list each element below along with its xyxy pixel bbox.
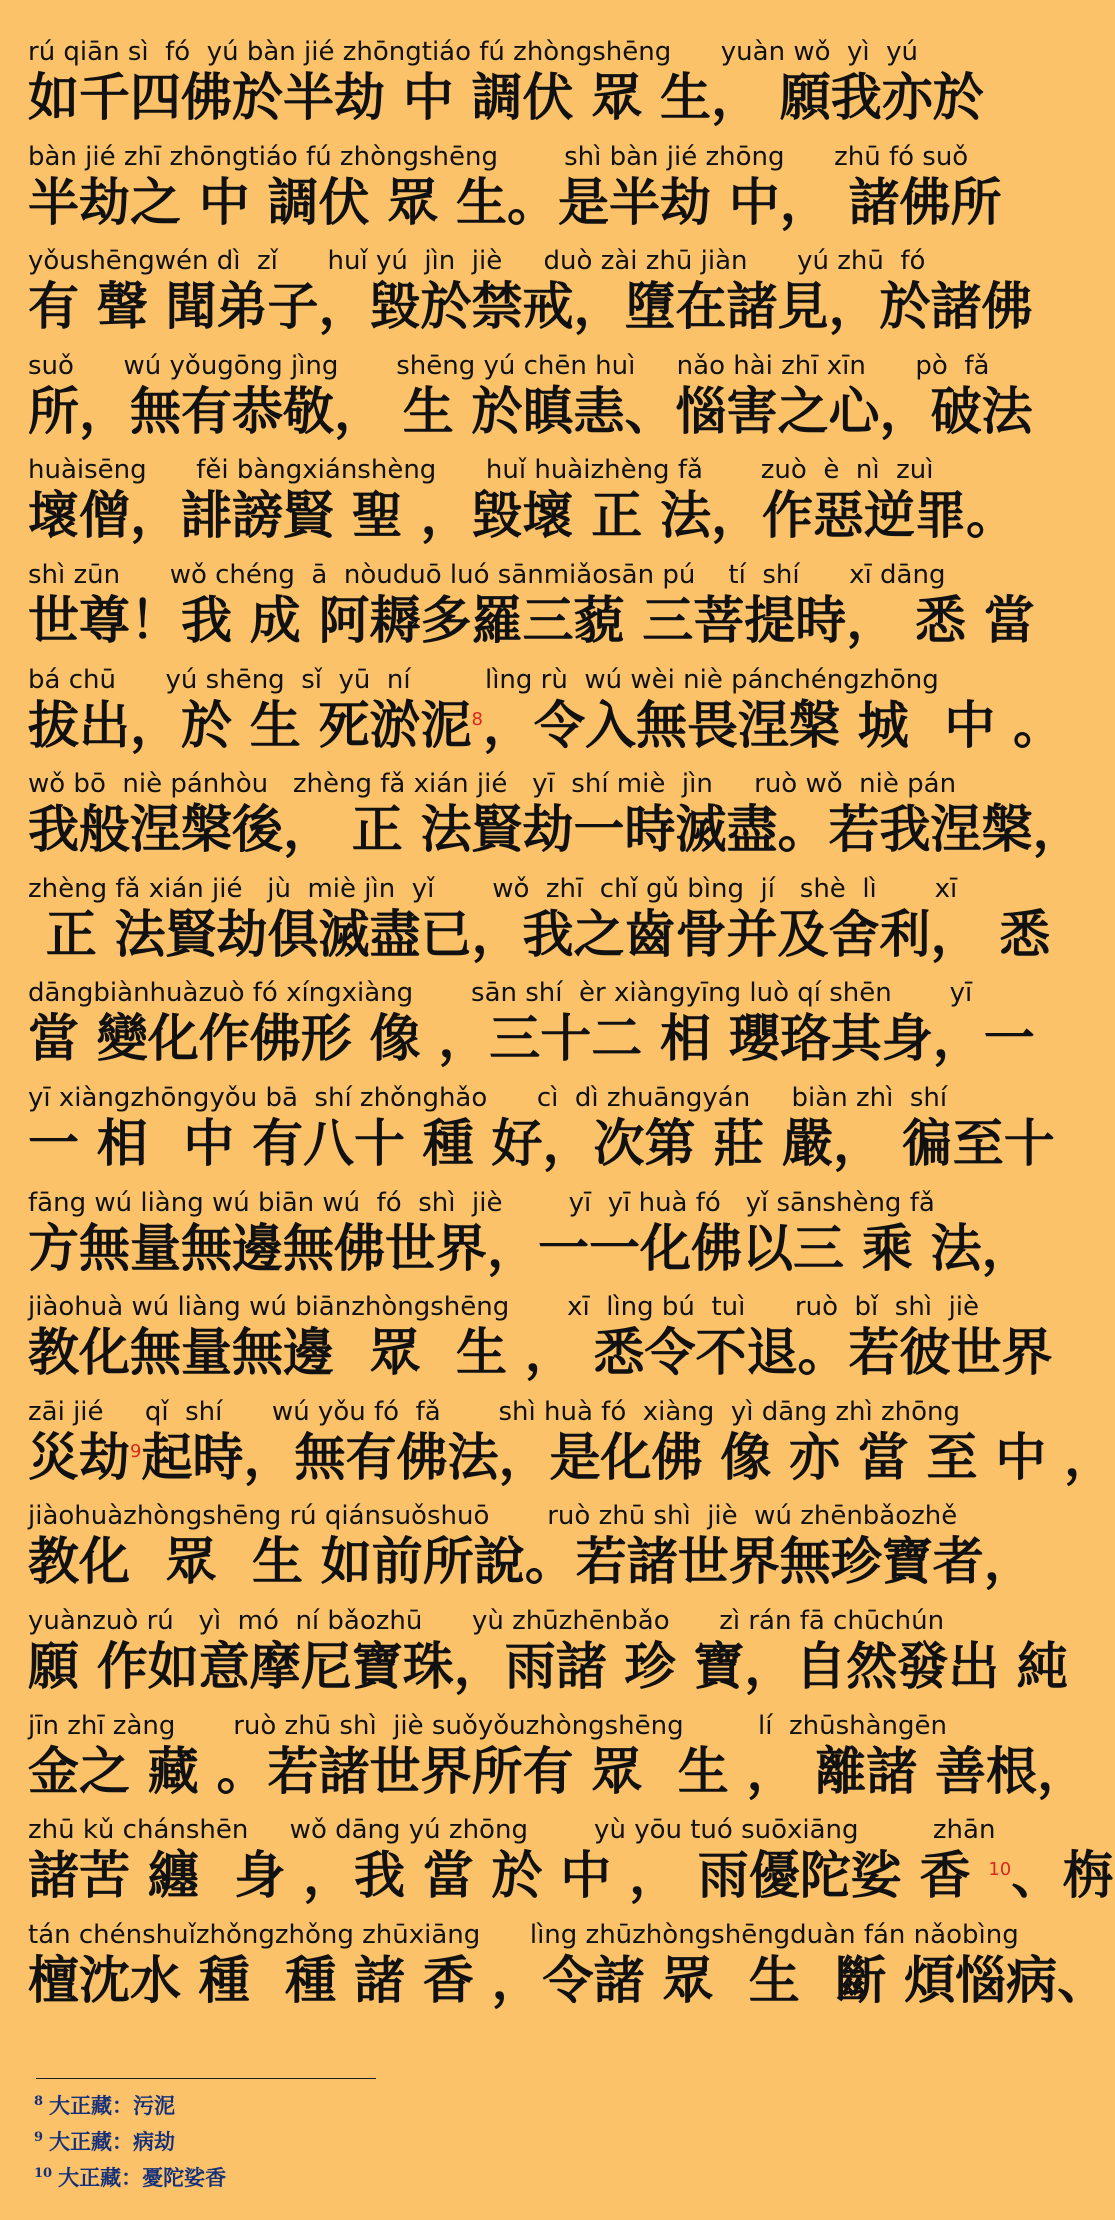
pinyin-line: fāng wú liàng wú biān wú fó shì jiè yī yī huà fó yǐ sānshèng fǎ (28, 1187, 935, 1218)
hanzi-line (28, 1532, 1052, 1596)
hanzi-line (28, 696, 1064, 760)
footnote-text: 大正藏：憂陀娑香 (58, 2165, 227, 2190)
footnote-marker: 9 (130, 1440, 142, 1462)
text-line (28, 454, 1052, 559)
footnote-marker: 8 (471, 708, 483, 730)
hanzi-line (28, 1428, 1115, 1492)
text-line (28, 1919, 1109, 2024)
footnote-number: 9 (34, 2130, 44, 2145)
pinyin-line: zāi jié qǐ shí wú yǒu fó fǎ shì huà fó xiàng yì dāng zhì zhōng (28, 1396, 961, 1427)
footnotes (34, 2088, 834, 2196)
pinyin-line: yī xiàngzhōngyǒu bā shí zhǒnghǎo cì dì zhuāngyán biàn zhì shí (28, 1082, 948, 1113)
pinyin-line: suǒ wú yǒugōng jìng shēng yú chēn huì nǎo hài zhī xīn pò fǎ (28, 350, 990, 381)
hanzi-text: 方無量無邊無佛世界，一一化佛以三 乘 法， (28, 1219, 1033, 1279)
pinyin-line: bàn jié zhī zhōngtiáo fú zhòngshēng shì bàn jié zhōng zhū fó suǒ (28, 141, 969, 172)
text-line (28, 1187, 1052, 1292)
text-line (28, 977, 1052, 1082)
hanzi-text: 災劫 (28, 1428, 131, 1488)
footnote-number: 8 (34, 2094, 44, 2109)
footnote-text: 大正藏：污泥 (49, 2093, 176, 2118)
hanzi-text: 壞僧，誹謗賢 聖 ，毀壞 正 法，作惡逆罪。 (28, 487, 1018, 547)
hanzi-text: 有 聲 聞弟子，毀於禁戒，墮在諸見，於諸佛 (28, 278, 1033, 338)
text-line (28, 36, 1052, 141)
hanzi-text: 所，無有恭敬， 生 於瞋恚、惱害之心，破法 (28, 382, 1033, 442)
pinyin-line: jiàohuà wú liàng wú biānzhòngshēng xī lìng bú tuì ruò bǐ shì jiè (28, 1292, 980, 1323)
hanzi-text: 金之 藏 。若諸世界所有 眾 生 ， 離諸 善根， (28, 1742, 1089, 1802)
hanzi-text: 正 法賢劫俱滅盡已，我之齒骨并及舍利， 悉 (28, 905, 1051, 965)
hanzi-line (28, 1219, 1052, 1283)
text-line (28, 245, 1052, 350)
hanzi-line (28, 1114, 1055, 1178)
pinyin-line: rú qiān sì fó yú bàn jié zhōngtiáo fú zhòngshēng yuàn wǒ yì yú (28, 37, 919, 67)
pinyin-line: zhèng fǎ xián jié jù miè jìn yǐ wǒ zhī chǐ gǔ bìng jí shè lì xī (28, 873, 958, 904)
hanzi-line (28, 1742, 1089, 1806)
hanzi-text: 、栴 (1011, 1847, 1114, 1907)
text-line (28, 1605, 1069, 1710)
hanzi-text: 願 作如意摩尼寶珠，雨諸 珍 寶，自然發出 純 (28, 1637, 1069, 1697)
text-line (28, 350, 1052, 455)
footnote-item (34, 2088, 834, 2124)
hanzi-line (28, 1323, 1052, 1387)
footnote-item (34, 2124, 834, 2160)
pinyin-line: shì zūn wǒ chéng ā nòuduō luó sānmiǎosān pú tí shí xī dāng (28, 559, 946, 590)
text-line (28, 559, 1052, 664)
pinyin-line: dāngbiànhuàzuò fó xíngxiàng sān shí èr xiàngyīng luò qí shēn yī (28, 978, 973, 1009)
hanzi-line (28, 68, 1052, 132)
hanzi-line (28, 173, 1052, 237)
footnote-divider (36, 2078, 376, 2079)
hanzi-line (28, 591, 1052, 655)
text-line (28, 1082, 1055, 1187)
footnote-text: 大正藏：病劫 (49, 2129, 176, 2154)
pinyin-line: yuànzuò rú yì mó ní bǎozhū yù zhūzhēnbǎo zì rán fā chūchún (28, 1605, 945, 1636)
hanzi-line (28, 1009, 1052, 1073)
hanzi-text: 當 變化作佛形 像 ，三十二 相 瓔珞其身，一 (28, 1010, 1035, 1070)
text-line (28, 768, 1084, 873)
text-line (28, 664, 1064, 769)
hanzi-text: 如千四佛於半劫 中 調伏 眾 生， 願我亦於 (28, 69, 984, 128)
pinyin-line: jiàohuàzhòngshēng rú qiánsuǒshuō ruò zhū shì jiè wú zhēnbǎozhě (28, 1501, 958, 1532)
hanzi-line (28, 486, 1052, 550)
hanzi-line (28, 1637, 1069, 1701)
footnote-number: 10 (34, 2166, 53, 2181)
text-line (28, 1396, 1115, 1501)
footnote-marker: 10 (988, 1859, 1012, 1881)
footnote-item (34, 2160, 834, 2196)
pinyin-line: bá chū yú shēng sǐ yū ní lìng rù wú wèi niè pánchéngzhōng (28, 664, 939, 695)
hanzi-line (28, 1951, 1109, 2015)
scripture-text (28, 36, 1115, 2023)
hanzi-text: ，令入無畏涅槃 城 中 。 (482, 696, 1064, 756)
hanzi-text: 一 相 中 有八十 種 好，次第 莊 嚴， 徧至十 (28, 1114, 1055, 1174)
text-line (28, 1291, 1052, 1396)
hanzi-text: 起時，無有佛法，是化佛 像 亦 當 至 中 ， (141, 1428, 1115, 1488)
hanzi-text: 半劫之 中 調伏 眾 生。是半劫 中， 諸佛所 (28, 173, 1002, 233)
hanzi-text: 教化 眾 生 如前所說。若諸世界無珍寶者， (28, 1533, 1035, 1593)
hanzi-line (28, 800, 1084, 864)
text-line (28, 1500, 1052, 1605)
hanzi-text: 諸苦 纏 身 ，我 當 於 中 ， 雨優陀娑 香 (28, 1847, 989, 1907)
hanzi-text: 世尊！我 成 阿耨多羅三藐 三菩提時， 悉 當 (28, 591, 1035, 651)
hanzi-line (28, 277, 1052, 341)
text-line (28, 1710, 1089, 1815)
hanzi-line (28, 1846, 1114, 1910)
hanzi-text: 教化無量無邊 眾 生 ， 悉令不退。若彼世界 (28, 1324, 1053, 1384)
hanzi-line (28, 905, 1052, 969)
hanzi-line (28, 382, 1052, 446)
text-line (28, 873, 1052, 978)
pinyin-line: tán chénshuǐzhǒngzhǒng zhūxiāng lìng zhūzhòngshēngduàn fán nǎobìng (28, 1919, 1019, 1950)
text-line (28, 141, 1052, 246)
pinyin-line: huàisēng fěi bàngxiánshèng huǐ huàizhèng fǎ zuò è nì zuì (28, 455, 934, 486)
pinyin-line: jīn zhī zàng ruò zhū shì jiè suǒyǒuzhòngshēng lí zhūshàngēn (28, 1710, 948, 1741)
pinyin-line: yǒushēngwén dì zǐ huǐ yú jìn jiè duò zài zhū jiàn yú zhū fó (28, 246, 926, 277)
hanzi-text: 拔出，於 生 死淤泥 (28, 696, 472, 756)
text-line (28, 1814, 1114, 1919)
hanzi-text: 檀沈水 種 種 諸 香 ，令諸 眾 生 斷 煩惱病、 (28, 1951, 1109, 2011)
pinyin-line: wǒ bō niè pánhòu zhèng fǎ xián jié yī shí miè jìn ruò wǒ niè pán (28, 769, 957, 800)
pinyin-line: zhū kǔ chánshēn wǒ dāng yú zhōng yù yōu tuó suōxiāng zhān (28, 1815, 996, 1846)
hanzi-text: 我般涅槃後， 正 法賢劫一時滅盡。若我涅槃， (28, 801, 1084, 861)
